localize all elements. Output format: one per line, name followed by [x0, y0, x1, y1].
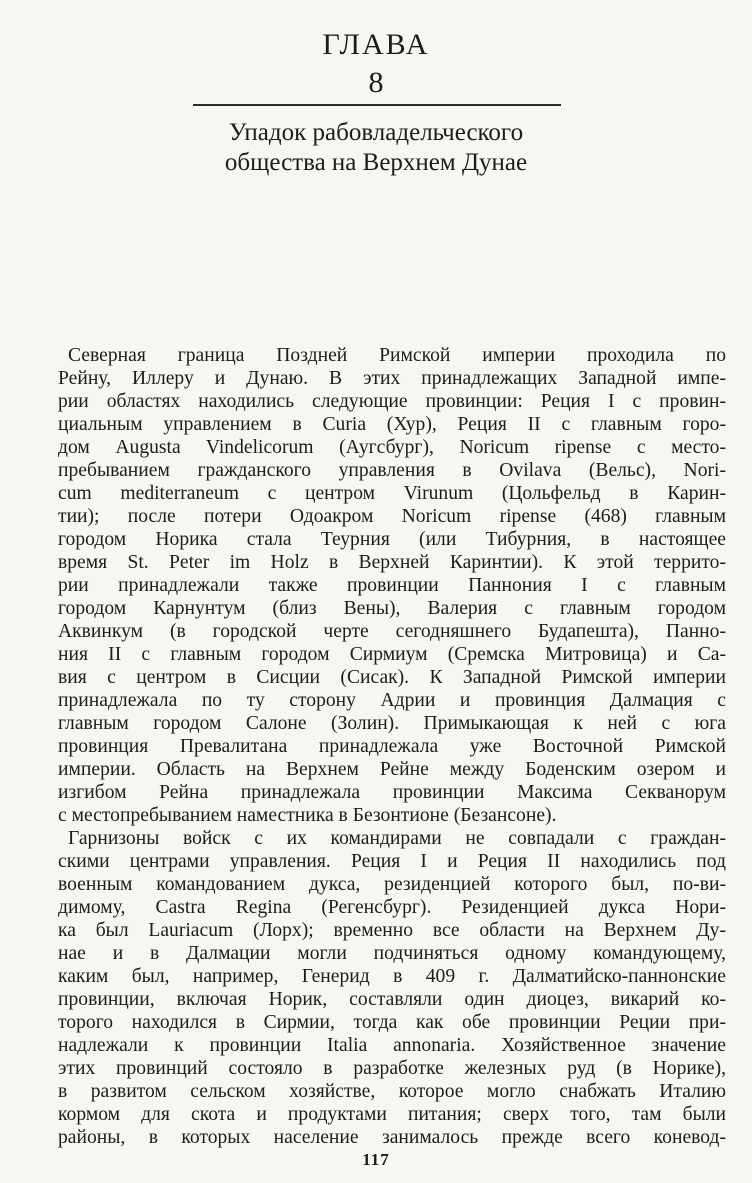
title-divider	[193, 104, 561, 106]
text-line: Аквинкум (в городской черте сегодняшнего Будапешта), Панно-	[58, 621, 726, 642]
text-line: с местопребыванием наместника в Безонтионе (Безансоне).	[58, 805, 557, 826]
text-line: главным городом Салоне (Золин). Примыкающая к ней с юга	[58, 713, 726, 734]
text-line: надлежали к провинции Italia annonaria. Хозяйственное значение	[58, 1035, 726, 1056]
text-line: провинция Превалитана принадлежала уже Восточной Римской	[58, 736, 726, 757]
paragraph	[58, 827, 726, 1149]
text-line: рии областях находились следующие провинции: Реция I с провин-	[58, 391, 726, 412]
page-number: 117	[362, 1150, 390, 1169]
text-line: каким был, например, Генерид в 409 г. Далматийско-паннонские	[58, 966, 726, 987]
chapter-title-line: общества на Верхнем Дунае	[224, 149, 528, 176]
text-line: пребыванием гражданского управления в Ovilava (Вельс), Nori-	[58, 460, 726, 481]
text-line: дом Augusta Vindelicorum (Аугсбург), Noricum ripense с место-	[58, 437, 726, 458]
text-line: этих провинций состояло в разработке железных руд (в Норике),	[58, 1058, 726, 1079]
text-line: торого находился в Сирмии, тогда как обе провинции Реции при-	[58, 1012, 726, 1033]
text-line: военным командованием дукса, резиденцией которого был, по-ви-	[58, 874, 726, 895]
chapter-title	[0, 118, 752, 178]
chapter-label: ГЛАВА	[322, 28, 430, 61]
chapter-title-line: Упадок рабовладельческого	[228, 119, 524, 146]
text-line: димому, Castra Regina (Регенсбург). Резиденцией дукса Нори-	[58, 897, 726, 918]
text-line: тии); после потери Одоакром Noricum ripense (468) главным	[58, 506, 726, 527]
text-line: время St. Peter im Holz в Верхней Каринтии). К этой террито-	[58, 552, 726, 573]
text-line: вия с центром в Сисции (Сисак). К Западной Римской империи	[58, 667, 726, 688]
text-line: Рейну, Иллеру и Дунаю. В этих принадлежащих Западной импе-	[58, 368, 726, 389]
text-line: нае и в Далмации могли подчиняться одному командующему,	[58, 943, 726, 964]
text-line: городом Норика стала Теурния (или Тибурния, в настоящее	[58, 529, 726, 550]
text-line: кормом для скота и продуктами питания; сверх того, там были	[58, 1104, 726, 1125]
chapter-number: 8	[368, 66, 384, 99]
text-line: ния II с главным городом Сирмиум (Сремска Митровица) и Са-	[58, 644, 726, 665]
text-line: районы, в которых население занималось прежде всего коневод-	[58, 1127, 726, 1148]
text-line: Гарнизоны войск с их командирами не совпадали с граждан-	[68, 828, 726, 849]
text-line: изгибом Рейна принадлежала провинции Максима Секванорум	[58, 782, 726, 803]
text-line: ка был Lauriacum (Лорх); временно все области на Верхнем Ду-	[58, 920, 726, 941]
body-text	[58, 344, 726, 1149]
text-line: провинции, включая Норик, составляли один диоцез, викарий ко-	[58, 989, 726, 1010]
text-line: рии принадлежали также провинции Паннония I с главным	[58, 575, 726, 596]
text-line: Северная граница Поздней Римской империи проходила по	[68, 345, 726, 366]
text-line: принадлежала по ту сторону Адрии и провинция Далмация с	[58, 690, 726, 711]
text-line: империи. Область на Верхнем Рейне между Боденским озером и	[58, 759, 726, 780]
paragraph	[58, 344, 726, 827]
text-line: скими центрами управления. Реция I и Реция II находились под	[58, 851, 726, 872]
text-line: в развитом сельском хозяйстве, которое могло снабжать Италию	[58, 1081, 726, 1102]
text-line: циальным управлением в Curia (Хур), Реция II с главным горо-	[58, 414, 726, 435]
text-line: городом Карнунтум (близ Вены), Валерия с главным городом	[58, 598, 726, 619]
text-line: cum mediterraneum с центром Virunum (Цольфельд в Карин-	[58, 483, 726, 504]
